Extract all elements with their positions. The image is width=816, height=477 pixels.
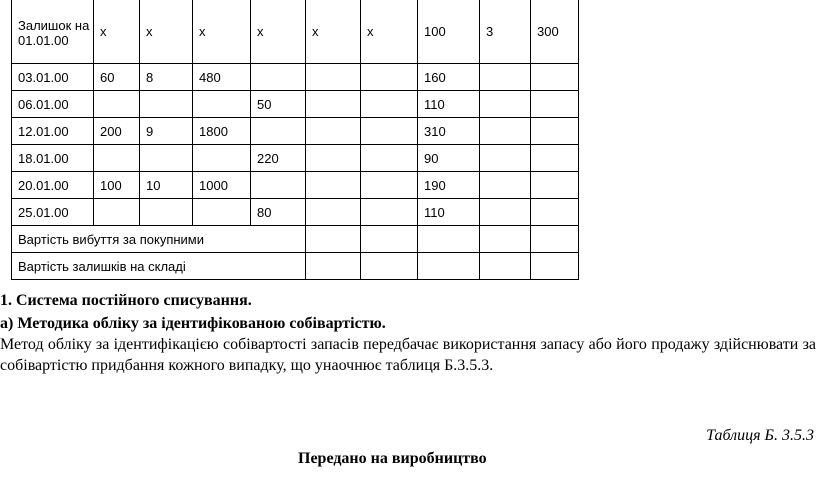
section-heading: 1. Система постійного списування. — [0, 292, 252, 309]
table-cell: 8 — [140, 64, 193, 91]
table-cell — [361, 253, 418, 280]
table-cell — [94, 91, 140, 118]
table-cell — [361, 226, 418, 253]
table-cell — [140, 199, 193, 226]
subsection-heading: а) Методика обліку за ідентифікованою собівартістю. — [0, 315, 386, 332]
table-cell: 310 — [418, 118, 480, 145]
table-cell-date: 12.01.00 — [12, 118, 94, 145]
table-cell: 9 — [140, 118, 193, 145]
table-cell: 100 — [418, 0, 480, 64]
table-cell — [306, 64, 361, 91]
table-cell: 90 — [418, 145, 480, 172]
table-cell — [193, 91, 251, 118]
table-cell — [480, 253, 531, 280]
table-cell — [94, 145, 140, 172]
table-cell — [531, 253, 579, 280]
table-cell — [531, 118, 579, 145]
table-cell — [480, 118, 531, 145]
table-cell: 1800 — [193, 118, 251, 145]
table-cell — [251, 172, 306, 199]
table-cell — [140, 91, 193, 118]
table-cell: 1000 — [193, 172, 251, 199]
table-cell: 300 — [531, 0, 579, 64]
table-cell — [480, 145, 531, 172]
summary-label: Вартість залишків на складі — [12, 253, 306, 280]
table-cell — [531, 172, 579, 199]
table-cell: 60 — [94, 64, 140, 91]
table-cell: х — [94, 0, 140, 64]
table-cell: 110 — [418, 199, 480, 226]
table-cell — [251, 118, 306, 145]
table-cell-date: 25.01.00 — [12, 199, 94, 226]
table-cell — [193, 145, 251, 172]
table-cell: х — [361, 0, 418, 64]
table-row — [12, 118, 579, 145]
table-cell: 200 — [94, 118, 140, 145]
table-cell — [306, 199, 361, 226]
table-cell — [480, 64, 531, 91]
table-row — [12, 172, 579, 199]
table-cell — [306, 172, 361, 199]
table-cell-date: Залишок на 01.01.00 — [12, 0, 94, 64]
table-cell — [361, 199, 418, 226]
table-cell — [306, 253, 361, 280]
table-cell: х — [140, 0, 193, 64]
table-cell — [140, 145, 193, 172]
table-cell: х — [306, 0, 361, 64]
table-cell — [418, 253, 480, 280]
table-cell — [480, 172, 531, 199]
table-cell: 220 — [251, 145, 306, 172]
table-cell — [193, 199, 251, 226]
table-row — [12, 145, 579, 172]
table-row-opening-balance — [12, 0, 579, 64]
table-cell: 100 — [94, 172, 140, 199]
table-cell-date: 20.01.00 — [12, 172, 94, 199]
table-cell-date: 06.01.00 — [12, 91, 94, 118]
table-cell — [418, 226, 480, 253]
table-cell — [480, 226, 531, 253]
table-cell — [531, 226, 579, 253]
table-row — [12, 199, 579, 226]
table-cell — [531, 199, 579, 226]
table-cell: 10 — [140, 172, 193, 199]
table-cell: 480 — [193, 64, 251, 91]
table-cell: х — [193, 0, 251, 64]
table-cell — [94, 199, 140, 226]
table-cell — [306, 145, 361, 172]
table-cell: 80 — [251, 199, 306, 226]
body-paragraph: Метод обліку за ідентифікацією собівартості запасів передбачає використання запасу або його продажу здійснювати за собівартістю придбання кожного випадку, що унаочнює таблиця Б.3.5.3. — [0, 336, 816, 374]
table-row — [12, 91, 579, 118]
table-cell — [361, 91, 418, 118]
table-cell — [306, 118, 361, 145]
table-cell — [361, 64, 418, 91]
table-cell — [251, 64, 306, 91]
table-cell: 160 — [418, 64, 480, 91]
table-cell: 110 — [418, 91, 480, 118]
table-body — [12, 0, 579, 280]
table-cell-date: 18.01.00 — [12, 145, 94, 172]
table-cell — [361, 118, 418, 145]
table-cell — [480, 199, 531, 226]
table-cell — [531, 91, 579, 118]
inventory-table — [11, 0, 579, 280]
table-cell — [306, 226, 361, 253]
table-cell — [531, 145, 579, 172]
table-summary-row — [12, 253, 579, 280]
table-cell — [361, 145, 418, 172]
summary-label: Вартість вибуття за покупними — [12, 226, 306, 253]
table-cell — [480, 91, 531, 118]
table-title: Передано на виробництво — [298, 450, 487, 467]
table-cell: х — [251, 0, 306, 64]
table-row — [12, 64, 579, 91]
table-cell: 190 — [418, 172, 480, 199]
table-cell — [531, 64, 579, 91]
table-caption: Таблиця Б. 3.5.3 — [706, 427, 814, 444]
table-cell: 50 — [251, 91, 306, 118]
table-summary-row — [12, 226, 579, 253]
table-cell: 3 — [480, 0, 531, 64]
table-cell — [361, 172, 418, 199]
table-cell — [306, 91, 361, 118]
table-cell-date: 03.01.00 — [12, 64, 94, 91]
